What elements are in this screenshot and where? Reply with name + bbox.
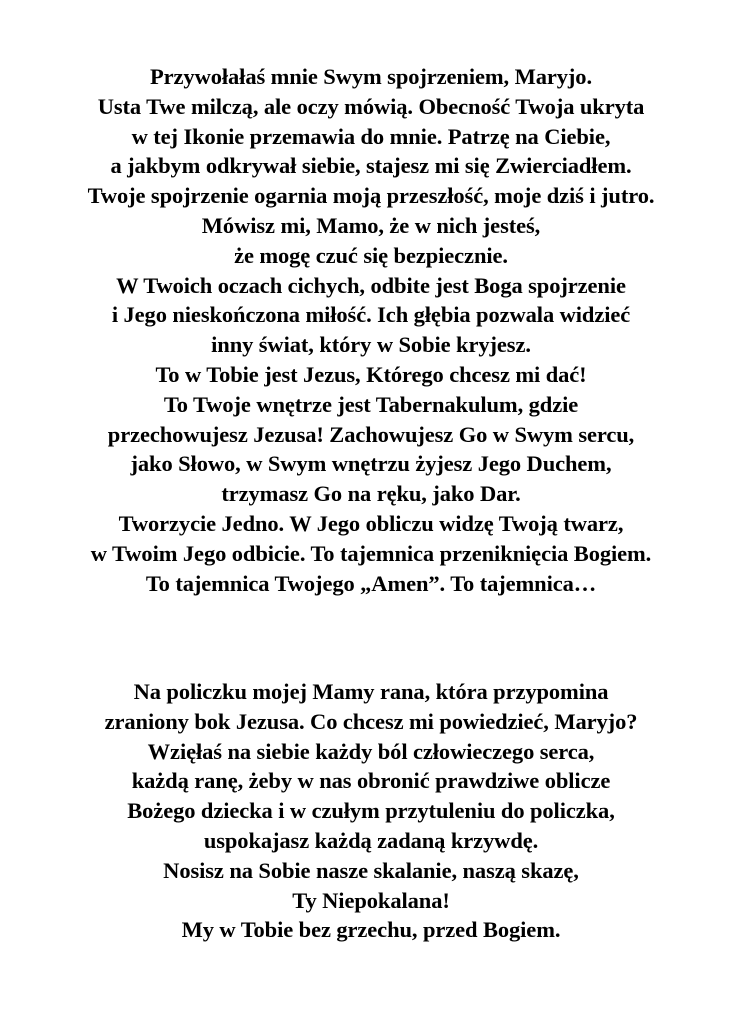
poem-line: Przywołałaś mnie Swym spojrzeniem, Maryjo. <box>150 64 592 89</box>
poem-line: My w Tobie bez grzechu, przed Bogiem. <box>181 917 561 943</box>
poem-line: W Twoich oczach cichych, odbite jest Boga spojrzenie <box>116 272 626 298</box>
poem-line: Bożego dziecka i w czułym przytuleniu do policzka, <box>127 798 615 824</box>
poem-line: inny świat, który w Sobie kryjesz. <box>211 332 531 358</box>
poem-line: przechowujesz Jezusa! Zachowujesz Go w Swym sercu, <box>107 421 635 447</box>
poem-line: trzymasz Go na ręku, jako Dar. <box>221 481 521 507</box>
poem-line: To Twoje wnętrze jest Tabernakulum, gdzie <box>163 391 579 417</box>
poem-line: To tajemnica Twojego „Amen”. To tajemnica… <box>145 570 597 596</box>
poem-line: Twoje spojrzenie ogarnia moją przeszłość, moje dziś i jutro. <box>87 183 655 209</box>
poem-line: Nosisz na Sobie nasze skalanie, naszą skazę, <box>163 857 579 883</box>
poem-line: Wzięłaś na siebie każdy ból człowieczego serca, <box>147 738 595 764</box>
poem-line: że mogę czuć się bezpiecznie. <box>234 242 508 268</box>
poem-line: jako Słowo, w Swym wnętrzu żyjesz Jego Duchem, <box>130 451 612 477</box>
poem-line: zraniony bok Jezusa. Co chcesz mi powiedzieć, Maryjo? <box>104 708 638 734</box>
poem-line: To w Tobie jest Jezus, Którego chcesz mi dać! <box>155 361 587 387</box>
stanza-1 <box>0 62 742 598</box>
poem-line: każdą ranę, żeby w nas obronić prawdziwe oblicze <box>131 768 611 794</box>
poem-line: Mówisz mi, Mamo, że w nich jesteś, <box>201 212 541 238</box>
poem-line: w Twoim Jego odbicie. To tajemnica przeniknięcia Bogiem. <box>90 540 652 566</box>
stanza-2 <box>0 677 742 945</box>
poem-line: a jakbym odkrywał siebie, stajesz mi się Zwierciadłem. <box>110 153 632 179</box>
poem-line: i Jego nieskończona miłość. Ich głębia pozwala widzieć <box>111 302 631 328</box>
poem-line: w tej Ikonie przemawia do mnie. Patrzę na Ciebie, <box>131 123 611 149</box>
poem-line: Na policzku mojej Mamy rana, która przypomina <box>133 679 609 704</box>
poem-line: Ty Niepokalana! <box>292 887 450 913</box>
poem-line: Usta Twe milczą, ale oczy mówią. Obecność Twoja ukryta <box>97 93 645 119</box>
poem-line: Tworzycie Jedno. W Jego obliczu widzę Twoją twarz, <box>118 510 624 536</box>
poem-line: uspokajasz każdą zadaną krzywdę. <box>203 827 539 853</box>
